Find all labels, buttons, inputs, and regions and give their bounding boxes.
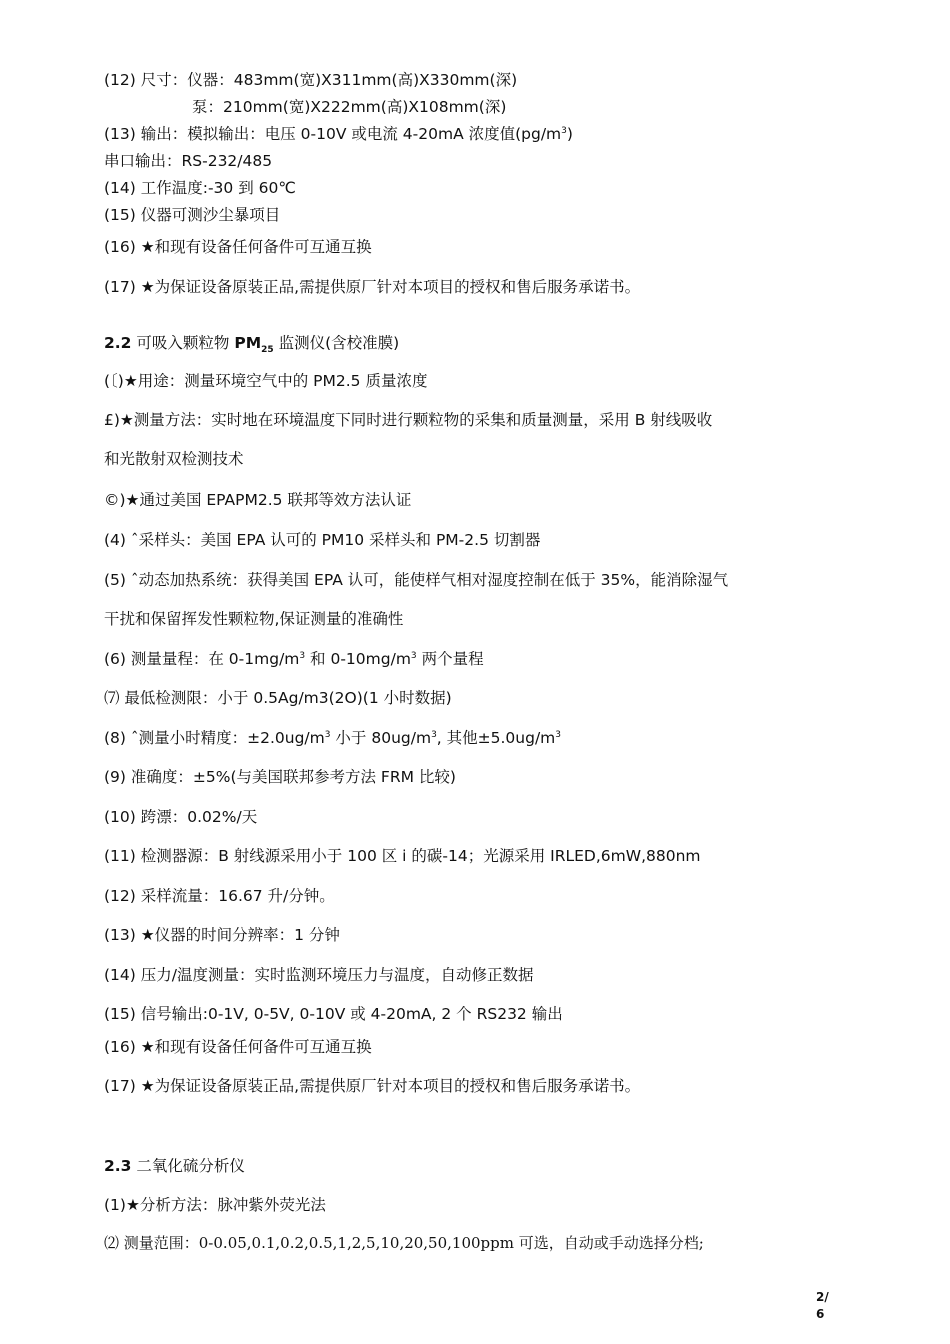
pm25-item-time-resolution: (13) ★仪器的时间分辨率：1 分钟 [104,926,340,944]
spec-authorization: (17) ★为保证设备原装正品,需提供原厂针对本项目的授权和售后服务承诺书。 [104,278,641,296]
spec-sandstorm: (15) 仪器可测沙尘暴项目 [104,206,281,224]
pm25-item-detection-limit: ⑺ 最低检测限：小于 0.5Ag/m3(2O)(1 小时数据) [104,689,452,707]
pm25-item-sampling-head: (4) ˆ采样头：美国 EPA 认可的 PM10 采样头和 PM-2.5 切割器 [104,531,541,549]
pm25-item-accuracy: (9) 准确度：±5%(与美国联邦参考方法 FRM 比较) [104,768,456,786]
pm25-item-purpose: (〔)★用途：测量环境空气中的 PM2.5 质量浓度 [104,372,428,390]
pm25-item-drift: (10) 跨漂：0.02%/天 [104,808,258,826]
pm25-item-heating-cont: 干扰和保留挥发性颗粒物,保证测量的准确性 [104,610,404,628]
page-number: 2/6 [816,1290,829,1321]
pm25-item-interchangeable: (16) ★和现有设备任何备件可互通互换 [104,1038,372,1056]
spec-operating-temp: (14) 工作温度:-30 到 60℃ [104,179,296,197]
pm25-item-heating: (5) ˆ动态加热系统：获得美国 EPA 认可，能使样气相对湿度控制在低于 35%，能消除湿气 [104,571,729,589]
pm25-item-certification: ©)★通过美国 EPAPM2.5 联邦等效方法认证 [104,491,412,509]
spec-interchangeable: (16) ★和现有设备任何备件可互通互换 [104,238,372,256]
section-2-2-heading: 2.2 可吸入颗粒物 $PM_{25}$ 监测仪(含校准膜) [104,334,400,356]
spec-dimensions-pump: 泵：210mm(宽)X222mm(高)X108mm(深) [192,98,507,116]
so2-item-method: (1)★分析方法：脉冲紫外荧光法 [104,1196,326,1214]
pm25-item-precision: (8) ˆ测量小时精度：$\pm 2.0ug/m^3$ 小于 $80ug/m^3$, 其他$\pm 5.0ug/m^3$ [104,729,562,747]
pm25-item-pressure-temp: (14) 压力/温度测量：实时监测环境压力与温度，自动修正数据 [104,966,534,984]
section-2-3-heading: 2.3 二氧化硫分析仪 [104,1157,245,1175]
spec-output-analog: (13) 输出：模拟输出：电压 0-10V 或电流 4-20mA 浓度值$(pg/m^3)$ [104,125,573,143]
pm25-item-detector: (11) 检测器源：B 射线源采用小于 100 区 i 的碳-14；光源采用 IRLED,6mW,880nm [104,847,701,865]
pm25-item-authorization: (17) ★为保证设备原装正品,需提供原厂针对本项目的授权和售后服务承诺书。 [104,1077,641,1095]
pm25-item-method-cont: 和光散射双检测技术 [104,450,244,468]
pm25-item-flow: (12) 采样流量：16.67 升/分钟。 [104,887,335,905]
spec-output-serial: 串口输出：RS-232/485 [104,152,273,170]
spec-dimensions-instrument: (12) 尺寸：仪器：483mm(宽)X311mm(高)X330mm(深) [104,71,518,89]
pm25-item-signal-output: (15) 信号输出:0-1V, 0-5V, 0-10V 或 4-20mA, 2 个 RS232 输出 [104,1005,563,1023]
pm25-item-range: (6) 测量量程：在 $0-1mg/m^3$ 和 $0-10mg/m^3$ 两个量程 [104,650,484,668]
so2-item-range: ⑵ 测量范围：0-0.05,0.1,0.2,0.5,1,2,5,10,20,50,100ppm 可选，自动或手动选择分档; [104,1234,704,1252]
pm25-item-method: £)★测量方法：实时地在环境温度下同时进行颗粒物的采集和质量测量，采用 B 射线吸收 [104,411,713,429]
